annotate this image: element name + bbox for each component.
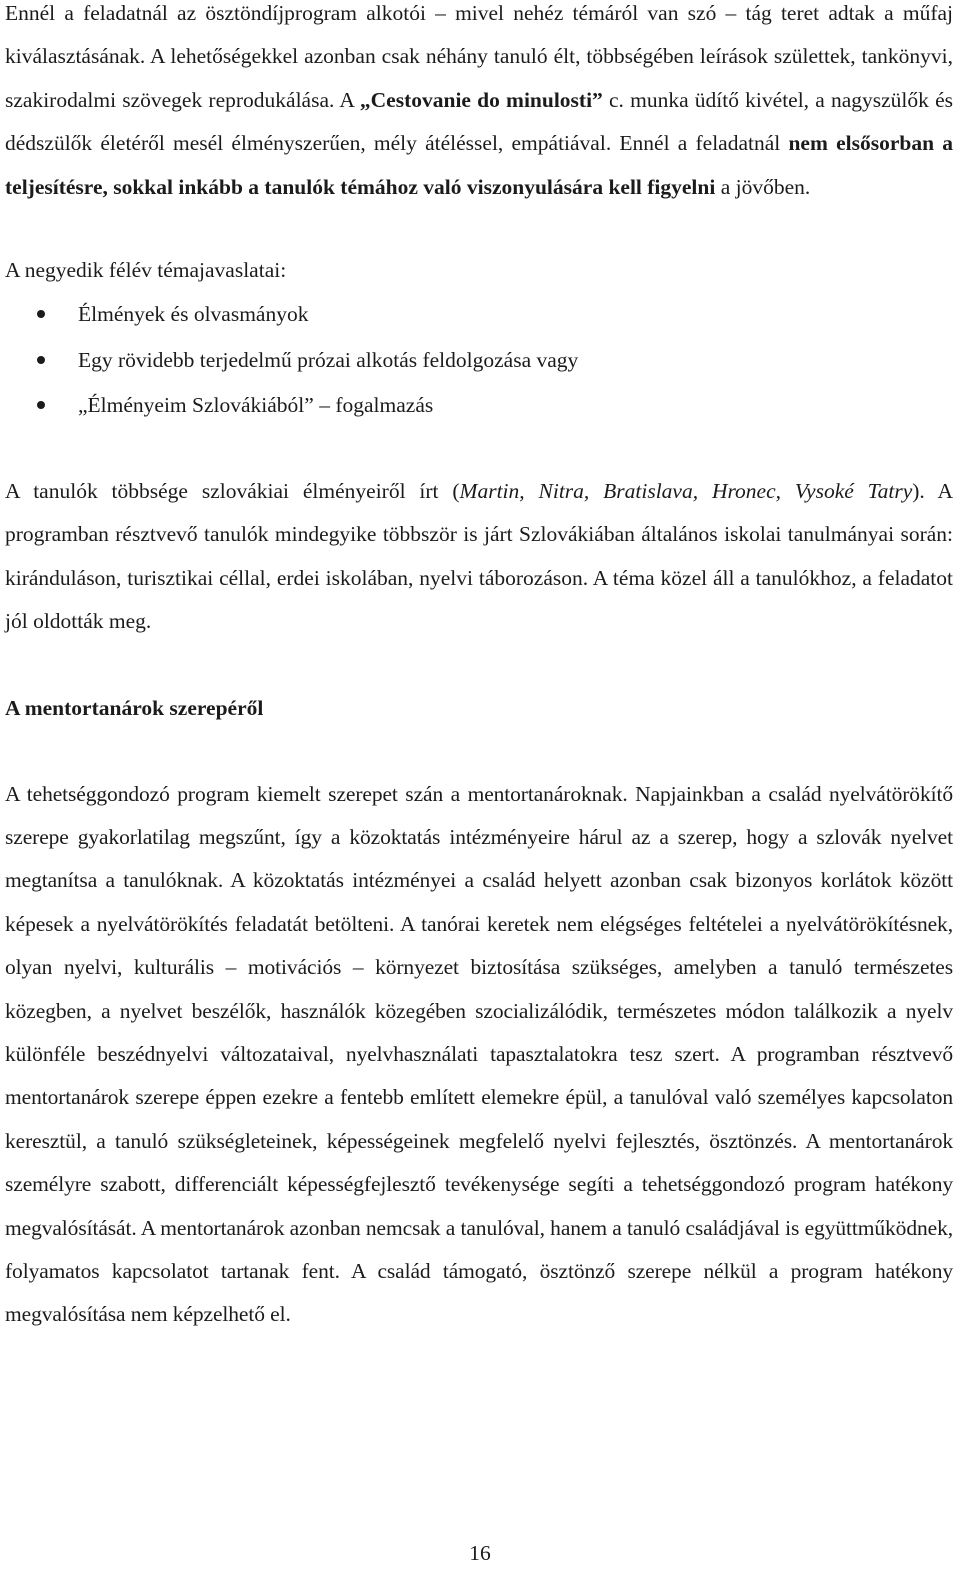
paragraph-mentors: A tehetséggondozó program kiemelt szerepet szán a mentortanároknak. Napjainkban a család nyelvátörökítő szerepe gyakorlatilag megszűnt, így a közoktatás intézményeire hárul az a szerep, hogy a szlovák nyelvet megtanítsa a tanulóknak. A közoktatás intézményei a család helyett azonban csak bizonyos korlátok között képesek a nyelvátörökítés feladatát betölteni. A tanórai keretek nem elégséges feltételei a nyelvátörökítésnek, olyan nyelvi, kulturális – motivációs – környezet biztosítása szükséges, amelyben a tanuló természetes közegben, a nyelvet beszélők, használók közegében szocializálódik, természetes módon találkozik a nyelv különféle beszédnyelvi változataival, nyelvhasználati tapasztalatokra tesz szert. A programban résztvevő mentortanárok szerepe éppen ezekre a fentebb említett elemekre épül, a tanulóval való személyes kapcsolaton keresztül, a tanuló szükségleteinek, képességeinek megfelelő nyelvi fejlesztés, ösztönzés. A mentortanárok személyre szabott, differenciált képességfejlesztő tevékenysége segíti a tehetséggondozó program hatékony megvalósítását. A mentortanárok azonban nemcsak a tanulóval, hanem a tanuló családjával is együttműködnek, folyamatos kapcsolatot tartanak fent. A család támogató, ösztönző szerepe nélkül a program hatékony megvalósítása nem képzelhető el. <box>5 781 953 1327</box>
place-names: Martin, Nitra, Bratislava, Hronec, Vysoké Tatry <box>459 478 913 503</box>
text-run: c. munka üdítő kivétel, a nagyszülők és dédszülők életéről mesél élményszerűen, mély átéléssel, empátiával. Ennél a feladatnál <box>5 87 953 156</box>
text-run: A tanulók többsége szlovákiai élményeiről írt ( <box>5 478 460 503</box>
emphasis-text: nem elsősorban a teljesítésre, sokkal inkább a tanulók témához való viszonyulására kell figyelni <box>5 131 953 199</box>
list-intro: A negyedik félév témajavaslatai: <box>5 258 287 283</box>
list-item: Egy rövidebb terjedelmű prózai alkotás feldolgozása vagy <box>5 338 953 384</box>
text-run: a jövőben. <box>715 174 811 199</box>
paragraph-genre-choice <box>5 0 953 209</box>
list-item: Élmények és olvasmányok <box>5 292 953 338</box>
paragraph-experiences <box>5 470 953 644</box>
text-run: Ennél a feladatnál az ösztöndíjprogram alkotói – mivel nehéz témáról van szó – tág teret adtak a műfaj kiválasztásának. A lehetőségekkel azonban csak néhány tanuló élt, többségében leírások születtek, tankönyvi, szakirodalmi szövegek reprodukálása. A <box>5 1 953 112</box>
topic-list <box>5 292 953 429</box>
text-run: ). A programban résztvevő tanulók mindegyike többször is járt Szlovákiában általános iskolai tanulmányai során: kiránduláson, turisztikai céllal, erdei iskolában, nyelvi táborozáson. A téma közel áll a tanulókhoz, a feladatot jól oldották meg. <box>5 478 954 634</box>
work-title: „Cestovanie do minulosti” <box>359 87 603 112</box>
list-item: „Élményeim Szlovákiából” – fogalmazás <box>5 383 953 429</box>
page-number: 16 <box>469 1541 491 1565</box>
section-heading: A mentortanárok szerepéről <box>5 695 264 720</box>
document-page <box>5 0 953 1337</box>
